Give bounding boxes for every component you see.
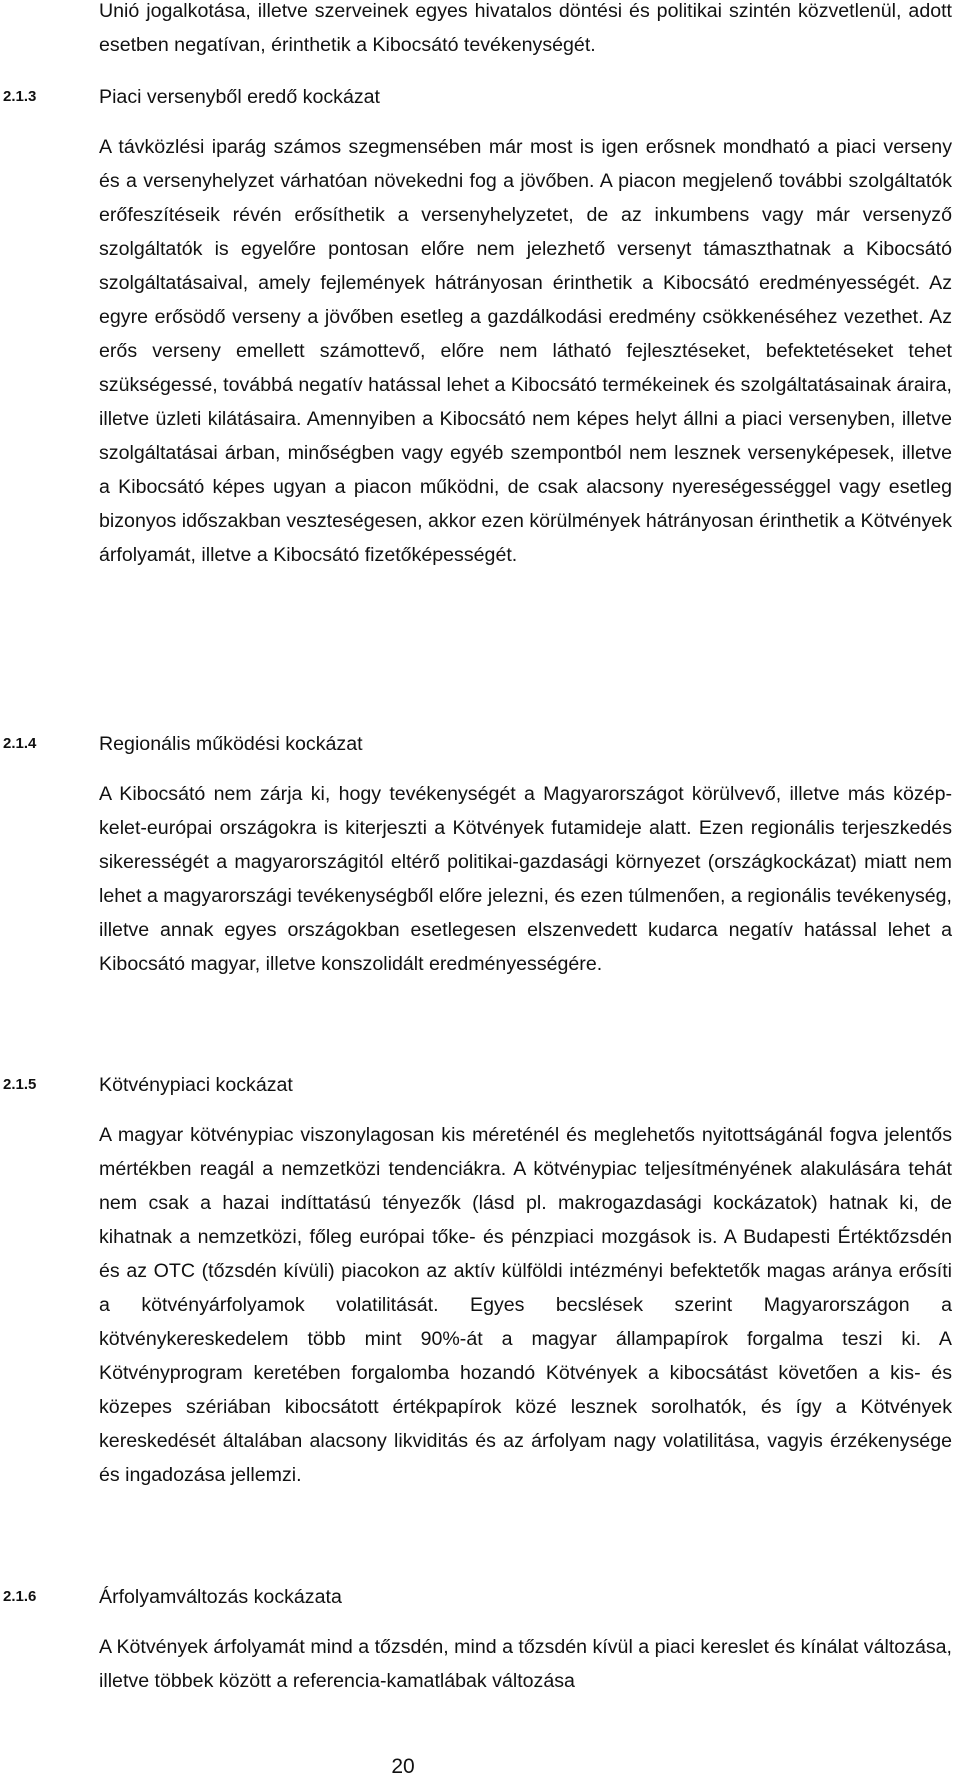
section-body-2-1-5: A magyar kötvénypiac viszonylagosan kis méreténél és meglehetős nyitottságánál fogva jelentős mértékben reagál a nemzetközi tendenciákra. A kötvénypiac teljesítményének alakulására tehát nem csak a hazai indíttatású tényezők (lásd pl. makrogazdasági kockázatok) hatnak ki, de kihatnak a nemzetközi, főleg európai tőke- és pénzpiaci mozgások is. A Budapesti Értéktőzsdén és az OTC (tőzsdén kívüli) piacokon az aktív külföldi intézményi befektetők magas aránya erősíti a kötvényárfolyamok volatilitását. Egyes becslések szerint Magyarországon a kötvénykereskedelem több mint 90%-át a magyar állampapírok forgalma teszi ki. A Kötvényprogram keretében forgalomba hozandó Kötvények a kibocsátást követően a kis- és közepes szériában kibocsátott értékpapírok közé lesznek sorolhatók, és így a Kötvények kereskedését általában alacsony likviditás és az árfolyam nagy volatilitása, vagyis érzékenysége és ingadozása jellemzi. xyxy=(99,1124,952,1486)
section-title: Kötvénypiaci kockázat xyxy=(99,1074,293,1096)
intro-paragraph: Unió jogalkotása, illetve szerveinek egyes hivatalos döntési és politikai szintén közvetlenül, adott esetben negatívan, érinthetik a Kibocsátó tevékenységét. xyxy=(99,0,952,56)
section-number: 2.1.3 xyxy=(3,88,37,105)
section-heading-2-1-3 xyxy=(0,80,952,114)
page-number: 20 xyxy=(391,1755,415,1778)
section-heading-2-1-4 xyxy=(0,727,952,761)
section-number: 2.1.5 xyxy=(3,1076,37,1093)
section-number: 2.1.6 xyxy=(3,1588,37,1605)
section-title: Regionális működési kockázat xyxy=(99,733,363,755)
section-body-2-1-6: A Kötvények árfolyamát mind a tőzsdén, mind a tőzsdén kívül a piaci kereslet és kínálat változása, illetve többek között a referencia-kamatlábak változása xyxy=(99,1636,952,1692)
section-title: Árfolyamváltozás kockázata xyxy=(99,1586,342,1608)
section-body-2-1-3: A távközlési iparág számos szegmensében már most is igen erősnek mondható a piaci verseny és a versenyhelyzet várhatóan növekedni fog a jövőben. A piacon megjelenő további szolgáltatók erőfeszítéseik révén erősíthetik a versenyhelyzetet, de az inkumbens vagy már versenyző szolgáltatók is egyelőre pontosan előre nem jelezhető versenyt támaszthatnak a Kibocsátó szolgáltatásaival, amely fejlemények hátrányosan érinthetik a Kibocsátó eredményességét. Az egyre erősödő verseny a jövőben esetleg a gazdálkodási eredmény csökkenéséhez vezethet. Az erős verseny emellett számottevő, előre nem látható fejlesztéseket, befektetéseket tehet szükségessé, továbbá negatív hatással lehet a Kibocsátó termékeinek és szolgáltatásainak áraira, illetve üzleti kilátásaira. Amennyiben a Kibocsátó nem képes helyt állni a piaci versenyben, illetve szolgáltatásai árban, minőségben vagy egyéb szempontból nem lesznek versenyképesek, illetve a Kibocsátó képes ugyan a piacon működni, de csak alacsony nyereségességgel vagy esetleg bizonyos időszakban veszteségesen, akkor ezen körülmények hátrányosan érinthetik a Kötvények árfolyamát, illetve a Kibocsátó fizetőképességét. xyxy=(99,136,952,566)
section-heading-2-1-6 xyxy=(0,1580,952,1614)
section-number: 2.1.4 xyxy=(3,735,37,752)
section-title: Piaci versenyből eredő kockázat xyxy=(99,86,380,108)
section-body-2-1-4: A Kibocsátó nem zárja ki, hogy tevékenységét a Magyarországot körülvevő, illetve más közép-kelet-európai országokra is kiterjeszti a Kötvények futamideje alatt. Ezen regionális terjeszkedés sikerességét a magyarországitól eltérő politikai-gazdasági környezet (országkockázat) miatt nem lehet a magyarországi tevékenységből előre jelezni, és ezen túlmenően, a regionális tevékenység, illetve annak egyes országokban esetlegesen elszenvedett kudarca negatív hatással lehet a Kibocsátó magyar, illetve konszolidált eredményességére. xyxy=(99,783,952,975)
section-heading-2-1-5 xyxy=(0,1068,952,1102)
